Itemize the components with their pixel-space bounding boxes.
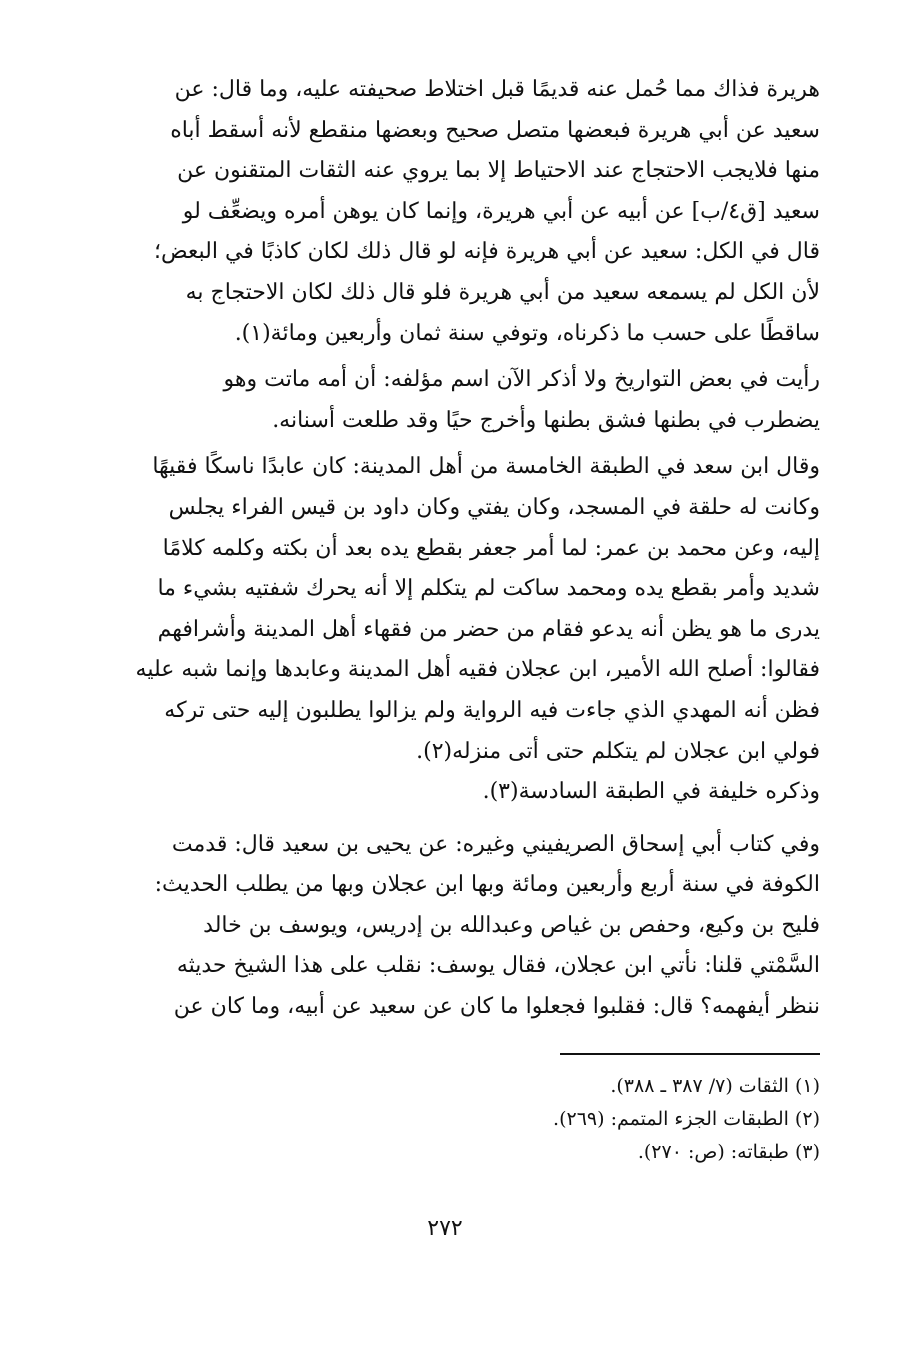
text-line: لأن الكل لم يسمعه سعيد من أبي هريرة فلو قال ذلك لكان الاحتجاج به xyxy=(185,279,820,305)
text-line: سعيد عن أبي هريرة فبعضها متصل صحيح وبعضها منقطع لأنه أسقط أباه xyxy=(170,117,820,143)
footnote-2: (٢) الطبقات الجزء المتمم: (٢٦٩). xyxy=(553,1108,820,1130)
text-line: يضطرب في بطنها فشق بطنها وأخرج حيًا وقد طلعت أسنانه. xyxy=(272,407,820,433)
text-line: وذكره خليفة في الطبقة السادسة(٣). xyxy=(482,779,820,805)
text-line: فليح بن وكيع، وحفص بن غياص وعبدالله بن إدريس، ويوسف بن خالد xyxy=(203,912,820,938)
text-line: منها فلايجب الاحتجاج عند الاحتياط إلا بما يروي عنه الثقات المتقنون عن xyxy=(177,158,820,184)
footnote-3: (٣) طبقاته: (ص: ٢٧٠). xyxy=(637,1141,820,1163)
paragraph-2 xyxy=(70,360,820,441)
text-line: فقالوا: أصلح الله الأمير، ابن عجلان فقيه أهل المدينة وعابدها وإنما شبه عليه xyxy=(135,657,820,683)
text-line: وكانت له حلقة في المسجد، وكان يفتي وكان داود بن قيس الفراء يجلس xyxy=(168,494,820,520)
text-line: يدرى ما هو يظن أنه يدعو فقام من حضر من فقهاء أهل المدينة وأشرافهم xyxy=(157,616,820,642)
text-line: سعيد [ق٤/ب] عن أبيه عن أبي هريرة، وإنما كان يوهن أمره ويضعِّف لو xyxy=(182,198,820,224)
text-line: إليه، وعن محمد بن عمر: لما أمر جعفر بقطع يده بعد أن بكته وكلمه كلامًا xyxy=(162,535,820,561)
text-line: ننظر أيفهمه؟ قال: فقلبوا فجعلوا ما كان عن سعيد عن أبيه، وما كان عن xyxy=(173,994,820,1020)
text-line: وفي كتاب أبي إسحاق الصريفيني وغيره: عن يحيى بن سعيد قال: قدمت xyxy=(171,831,820,857)
text-line: وقال ابن سعد في الطبقة الخامسة من أهل المدينة: كان عابدًا ناسكًا فقيهًا xyxy=(152,454,820,480)
text-line: هريرة فذاك مما حُمل عنه قديمًا قبل اختلاط صحيفته عليه، وما قال: عن xyxy=(174,77,820,102)
paragraph-1 xyxy=(70,70,820,354)
page-number: ٢٧٢ xyxy=(427,1216,463,1241)
text-line: قال في الكل: سعيد عن أبي هريرة فإنه لو قال ذلك لكان كاذبًا في البعض؛ xyxy=(153,239,820,265)
footnotes xyxy=(70,1070,820,1169)
text-line: شديد وأمر بقطع يده ومحمد ساكت لم يتكلم إلا أنه يحرك شفتيه بشيء ما xyxy=(157,576,820,602)
paragraph-5 xyxy=(70,825,820,1028)
paragraph-4 xyxy=(70,772,820,813)
text-line: الكوفة في سنة أربع وأربعين ومائة وبها ابن عجلان وبها من يطلب الحديث: xyxy=(154,872,820,898)
text-line: فظن أنه المهدي الذي جاءت فيه الرواية ولم يزالوا يطلبون إليه حتى تركه xyxy=(164,697,820,723)
text-line: السَّمْتي قلنا: نأتي ابن عجلان، فقال يوسف: نقلب على هذا الشيخ حديثه xyxy=(176,953,820,979)
footnote-1: (١) الثقات (٧/ ٣٨٧ ـ ٣٨٨). xyxy=(610,1075,820,1097)
paragraph-3 xyxy=(70,447,820,772)
text-line: ساقطًا على حسب ما ذكرناه، وتوفي سنة ثمان وأربعين ومائة(١). xyxy=(234,320,820,346)
text-line: فولي ابن عجلان لم يتكلم حتى أتى منزله(٢). xyxy=(416,738,820,764)
page-body xyxy=(70,70,820,1241)
footnote-divider xyxy=(560,1053,820,1055)
text-line: رأيت في بعض التواريخ ولا أذكر الآن اسم مؤلفه: أن أمه ماتت وهو xyxy=(223,367,820,393)
